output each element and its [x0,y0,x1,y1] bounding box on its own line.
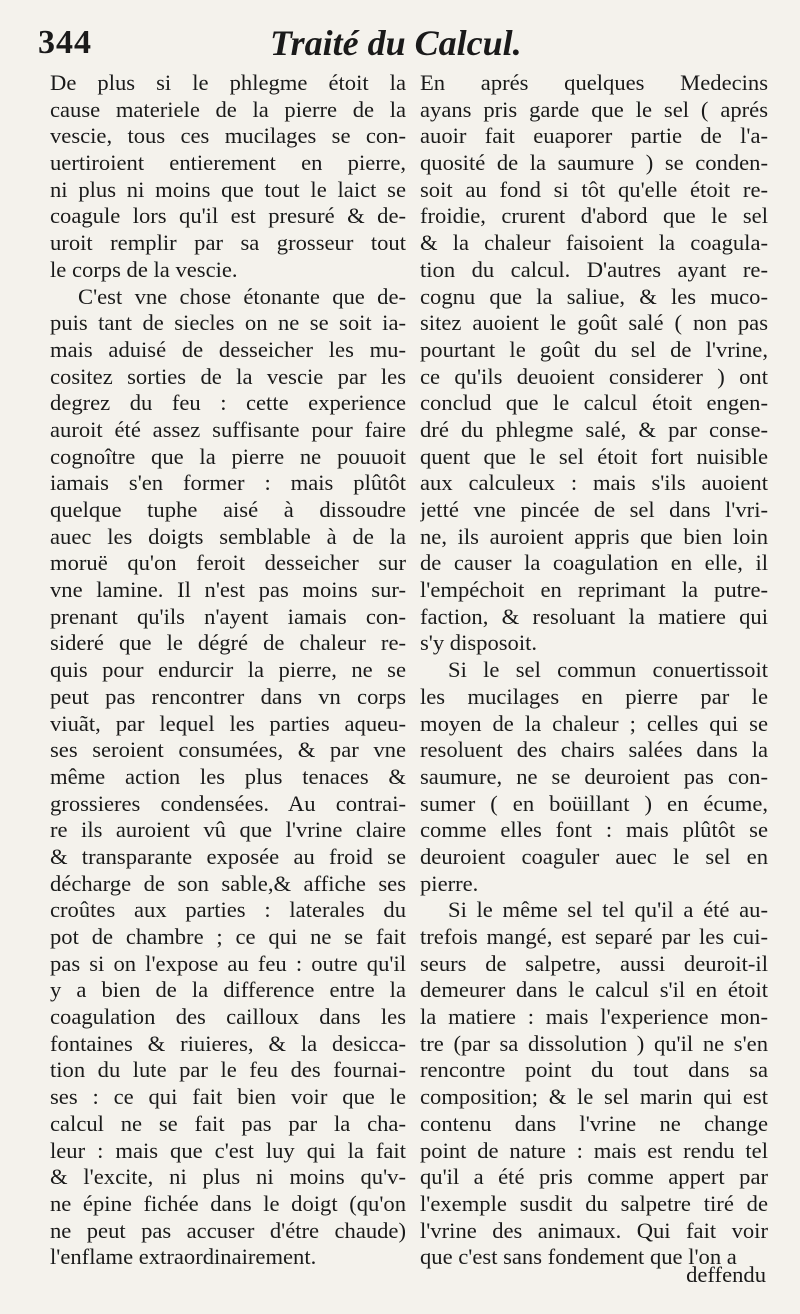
text-line: sideré que le dégré de chaleur re- [50,630,406,656]
text-line: qu'il a été pris comme appert par [420,1164,768,1190]
text-line: grossieres condensées. Au contrai- [50,790,406,816]
text-line: pierre. [420,870,479,896]
text-line: iamais s'en former : mais plûtôt [50,470,406,496]
text-line: & transparante exposée au froid se [50,843,406,869]
text-line: resoluent des chairs salées dans la [420,737,768,763]
text-line: froidie, crurent d'abord que le sel [420,203,768,229]
text-line: tion du lute par le feu des fournai- [50,1057,406,1083]
text-line: En aprés quelques Medecins [420,70,768,95]
text-line: coagule lors qu'il est presuré & de- [50,203,406,229]
text-line: ayans pris garde que le sel ( aprés [420,96,768,122]
text-line: ses seroient consumées, & par vne [50,737,406,763]
text-line: même action les plus tenaces & [50,763,406,789]
text-line: uertiroient entierement en pierre, [50,150,406,176]
text-line: vescie, tous ces mucilages se con- [50,123,406,149]
right-text-column [420,70,768,1271]
running-title: Traité du Calcul. [270,23,522,63]
text-line: seurs de salpetre, aussi deuroit-il [420,950,768,976]
text-line: leur : mais que c'est luy qui la fait [50,1137,406,1163]
text-line: re ils auroient vû que l'vrine claire [50,817,406,843]
text-line: cause materiele de la pierre de la [50,96,406,122]
text-line: auec les doigts semblable à de la [50,523,406,549]
page-number: 344 [38,24,92,61]
text-line: tion du calcul. D'autres ayant re- [420,256,768,282]
text-line: ne, ils auroient appris que bien loin [420,523,768,549]
text-line: auoir fait euaporer partie de l'a- [420,123,768,149]
text-line: peut pas rencontrer dans vn corps [50,683,406,709]
text-line: calcul ne se fait pas par la cha- [50,1110,406,1136]
text-line: & l'excite, ni plus ni moins qu'v- [50,1164,406,1190]
text-line: y a bien de la difference entre la [50,977,406,1003]
text-line: moruë qu'on feroit desseicher sur [50,550,406,576]
catchword: deffendu [686,1262,766,1287]
text-line: saumure, ne se deuroient pas con- [420,763,768,789]
text-line: pot de chambre ; ce qui ne se fait [50,924,406,949]
text-line: deuroient coaguler auec le sel en [420,843,768,869]
text-line: ne peut pas accuser d'étre chaude) [50,1217,406,1243]
text-line: prenant qu'ils n'ayent iamais con- [50,603,406,629]
text-line: vne lamine. Il n'est pas moins sur- [50,577,406,603]
text-line: rencontre point du tout dans sa [420,1057,768,1083]
text-line: faction, & resoluant la matiere qui [420,603,768,629]
text-line: uroit remplir par sa grosseur tout [50,230,406,256]
text-line: composition; & le sel marin qui est [420,1084,768,1110]
text-line: les mucilages en pierre par le [420,683,768,709]
text-line: auroit été assez suffisante pour faire [50,416,406,442]
text-line: quis pour endurcir la pierre, ne se [50,657,406,683]
text-line: que c'est sans fondement que l'on a [420,1244,737,1270]
text-line: l'empéchoit en reprimant la putre- [420,577,768,603]
text-line: l'exemple susdit du salpetre tiré de [420,1190,768,1216]
text-line: & la chaleur faisoient la coagula- [420,230,768,256]
page-header [38,22,778,72]
text-line: conclud que le calcul étoit engen- [420,390,768,416]
text-line: pas si on l'expose au feu : outre qu'il [50,950,406,976]
text-line: Si le même sel tel qu'il a été au- [448,897,768,923]
text-line: ce qu'ils deuoient considerer ) ont [420,363,768,389]
text-line: De plus si le phlegme étoit la [50,70,406,95]
text-line: fontaines & riuieres, & la desicca- [50,1030,406,1056]
text-line: degrez du feu : cette experience [50,390,406,416]
text-line: quosité de la saumure ) se conden- [420,150,768,176]
text-line: sitez auoient le goût salé ( non pas [420,310,768,336]
text-line: C'est vne chose étonante que de- [78,283,406,309]
text-line: s'y disposoit. [420,630,538,656]
text-line: jetté vne pincée de sel dans l'vri- [420,497,768,522]
text-line: trefois mangé, est separé par les cui- [420,924,768,949]
text-line: soit au fond si tôt qu'elle étoit re- [420,176,768,202]
text-line: point de nature : mais est rendu tel [420,1137,768,1163]
text-line: décharge de son sable,& affiche ses [50,870,406,896]
text-line: ne épine fichée dans le doigt (qu'on [50,1190,406,1216]
text-line: demeurer dans le calcul s'il en étoit [420,977,768,1003]
text-line: l'enflame extraordinairement. [50,1244,317,1270]
text-line: quelque tuphe aisé à dissoudre [50,497,406,522]
text-line: ses : ce qui fait bien voir que le [50,1084,406,1110]
text-line: puis tant de siecles on ne se soit ia- [50,310,406,336]
text-line: cognoître que la pierre ne pouuoit [50,443,406,469]
text-line: pourtant le goût du sel de l'vrine, [420,336,768,362]
text-line: dré du phlegme salé, & par conse- [420,416,768,442]
text-line: comme elles font : mais plûtôt se [420,817,768,843]
text-line: mais aduisé de desseicher les mu- [50,336,406,362]
text-line: tre (par sa dissolution ) qu'il ne s'en [420,1030,768,1056]
text-line: croûtes aux parties : laterales du [50,897,406,923]
text-line: la matiere : mais l'experience mon- [420,1004,768,1030]
text-line: cositez sorties de la vescie par les [50,363,406,389]
text-line: aux calculeux : mais s'ils auoient [420,470,768,496]
text-line: ni plus ni moins que tout le laict se [50,176,406,202]
text-line: de causer la coagulation en elle, il [420,550,768,576]
text-line: cognu que la saliue, & les muco- [420,283,768,309]
text-line: moyen de la chaleur ; celles qui se [420,710,768,736]
text-line: le corps de la vescie. [50,256,238,282]
text-line: viuãt, par lequel les parties aqueu- [50,710,406,736]
text-line: contenu dans l'vrine ne change [420,1110,768,1136]
text-line: coagulation des cailloux dans les [50,1004,406,1030]
text-line: l'vrine des animaux. Qui fait voir [420,1217,768,1243]
text-line: sumer ( en boüillant ) en écume, [420,790,768,816]
left-text-column [50,70,406,1271]
text-line: Si le sel commun conuertissoit [448,657,768,683]
text-line: quent que le sel étoit fort nuisible [420,443,768,469]
